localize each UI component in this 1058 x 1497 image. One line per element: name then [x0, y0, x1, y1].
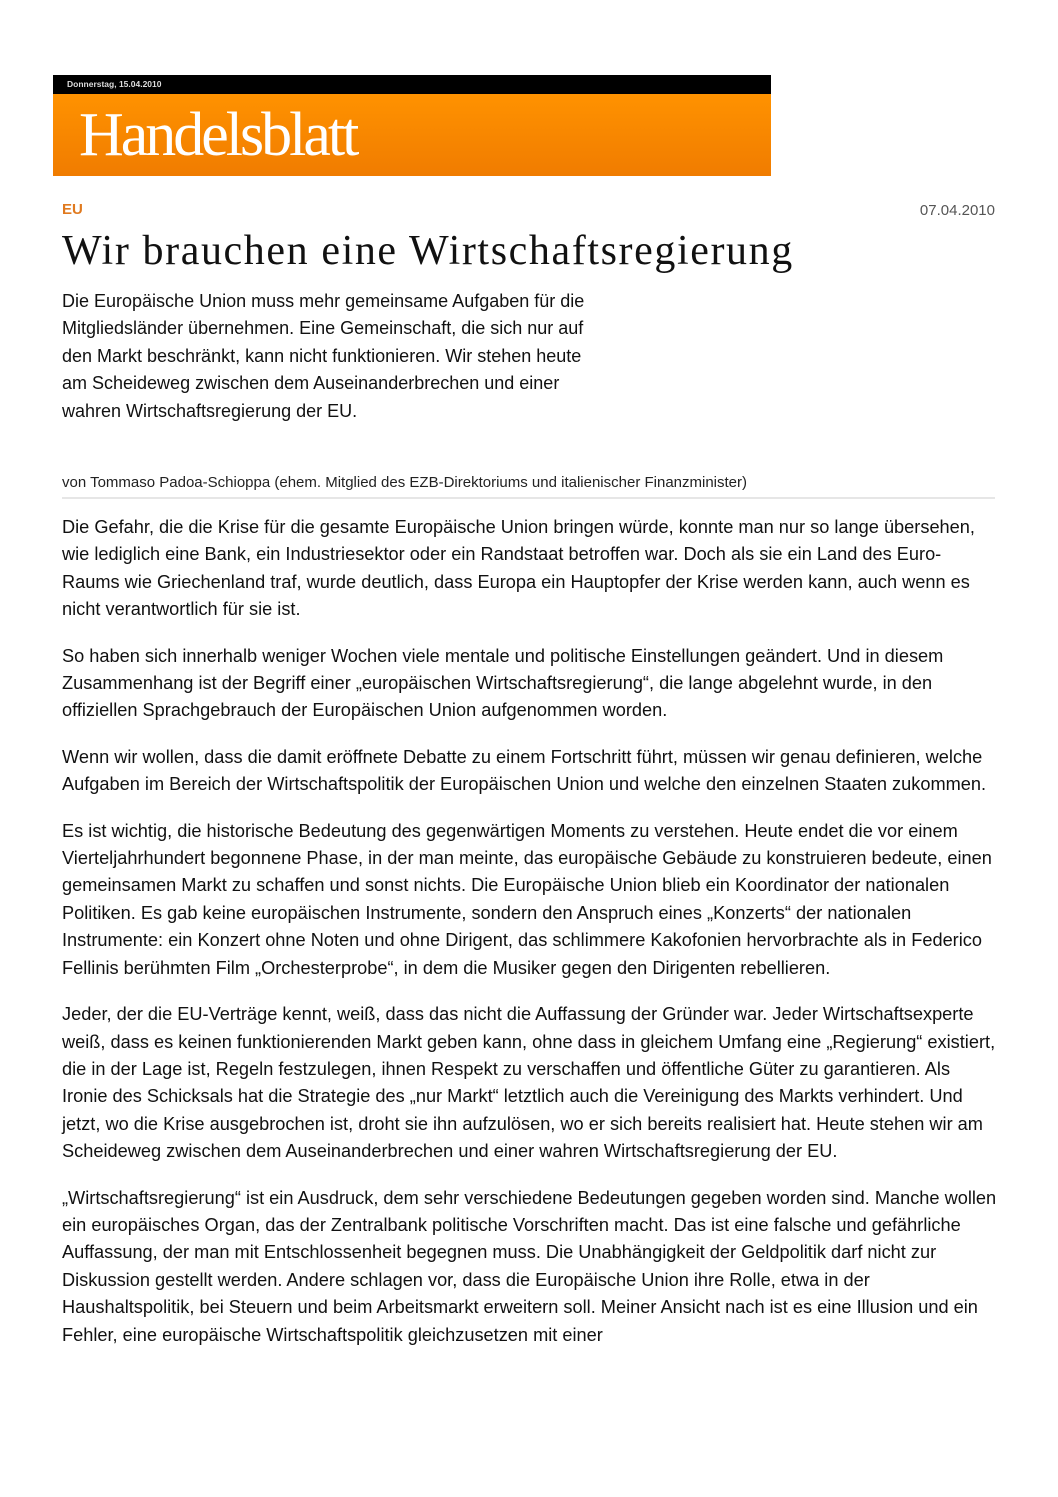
- article-byline: von Tommaso Padoa-Schioppa (ehem. Mitglied des EZB-Direktoriums und italienischer Finanzminister): [62, 474, 748, 491]
- article-title: Wir brauchen eine Wirtschaftsregierung: [62, 228, 794, 274]
- masthead-date: Donnerstag, 15.04.2010: [53, 75, 771, 94]
- masthead-banner: [53, 94, 771, 176]
- body-paragraph: Es ist wichtig, die historische Bedeutung des gegenwärtigen Moments zu verstehen. Heute endet die vor einem Vierteljahrhundert begonnene Phase, in der man meinte, das europäische Gebäude zu konstruieren bedeute, einen gemeinsamen Markt zu schaffen und sonst nichts. Die Europäische Union blieb ein Koordinator der nationalen Politiken. Es gab keine europäischen Instrumente, sondern den Anspruch eines „Konzerts“ der nationalen Instrumente: ein Konzert ohne Noten und ohne Dirigent, das schlimmere Kakofonien hervorbrachte als in Federico Fellinis berühmten Film „Orchesterprobe“, in dem die Musiker gegen den Dirigenten rebellieren.: [62, 820, 992, 978]
- masthead: [53, 75, 771, 176]
- body-paragraph: „Wirtschaftsregierung“ ist ein Ausdruck, dem sehr verschiedene Bedeutungen gegeben worden sind. Manche wollen ein europäisches Organ, das der Zentralbank politische Vorschriften macht. Das ist eine falsche und gefährliche Auffassung, der man mit Entschlossenheit begegnen muss. Die Unabhängigkeit der Geldpolitik darf nicht zur Diskussion gestellt werden. Andere schlagen vor, dass die Europäische Union ihre Rolle, etwa in der Haushaltspolitik, bei Steuern und beim Arbeitsmarkt erweitern soll. Meiner Ansicht nach ist es eine Illusion und ein Fehler, eine europäische Wirtschaftspolitik gleichzusetzen mit einer: [62, 1187, 997, 1345]
- body-paragraph: So haben sich innerhalb weniger Wochen viele mentale und politische Einstellungen geändert. Und in diesem Zusammenhang ist der Begriff einer „europäischen Wirtschaftsregierung“, die lange abgelehnt wurde, in den offiziellen Sprachgebrauch der Europäischen Union aufgenommen worden.: [62, 645, 944, 721]
- section-label: EU: [62, 201, 83, 218]
- divider: [62, 497, 995, 499]
- article-lead: Die Europäische Union muss mehr gemeinsame Aufgaben für die Mitgliedsländer übernehmen. Eine Gemeinschaft, die sich nur auf den Markt beschränkt, kann nicht funktionieren. Wir stehen heute am Scheideweg zwischen dem Auseinanderbrechen und einer wahren Wirtschaftsregierung der EU.: [62, 291, 585, 421]
- body-paragraph: Wenn wir wollen, dass die damit eröffnete Debatte zu einem Fortschritt führt, müssen wir genau definieren, welche Aufgaben im Bereich der Wirtschaftspolitik der Europäischen Union und welche den einzelnen Staaten zukommen.: [62, 746, 987, 795]
- article-date: 07.04.2010: [919, 202, 995, 219]
- article-body: [62, 514, 997, 1368]
- body-paragraph: Die Gefahr, die die Krise für die gesamte Europäische Union bringen würde, konnte man nur so lange übersehen, wie lediglich eine Bank, ein Industriesektor oder ein Randstaat betroffen war. Doch als sie ein Land des Euro-Raums wie Griechenland traf, wurde deutlich, dass Europa ein Hauptopfer der Krise werden kann, auch wenn es nicht verantwortlich für sie ist.: [62, 517, 975, 620]
- body-paragraph: Jeder, der die EU-Verträge kennt, weiß, dass das nicht die Auffassung der Gründer war. Jeder Wirtschaftsexperte weiß, dass es keinen funktionierenden Markt geben kann, ohne dass in gleichem Umfang eine „Regierung“ existiert, die in der Lage ist, Regeln festzulegen, ihnen Respekt zu verschaffen und öffentliche Güter zu garantieren. Als Ironie des Schicksals hat die Strategie des „nur Markt“ letztlich auch die Vereinigung des Markts verhindert. Und jetzt, wo die Krise ausgebrochen ist, droht sie ihn aufzulösen, wo er sich bereits realisiert hat. Heute stehen wir am Scheideweg zwischen dem Auseinanderbrechen und einer wahren Wirtschaftsregierung der EU.: [62, 1004, 996, 1162]
- handelsblatt-logo: Handelsblatt: [79, 101, 357, 169]
